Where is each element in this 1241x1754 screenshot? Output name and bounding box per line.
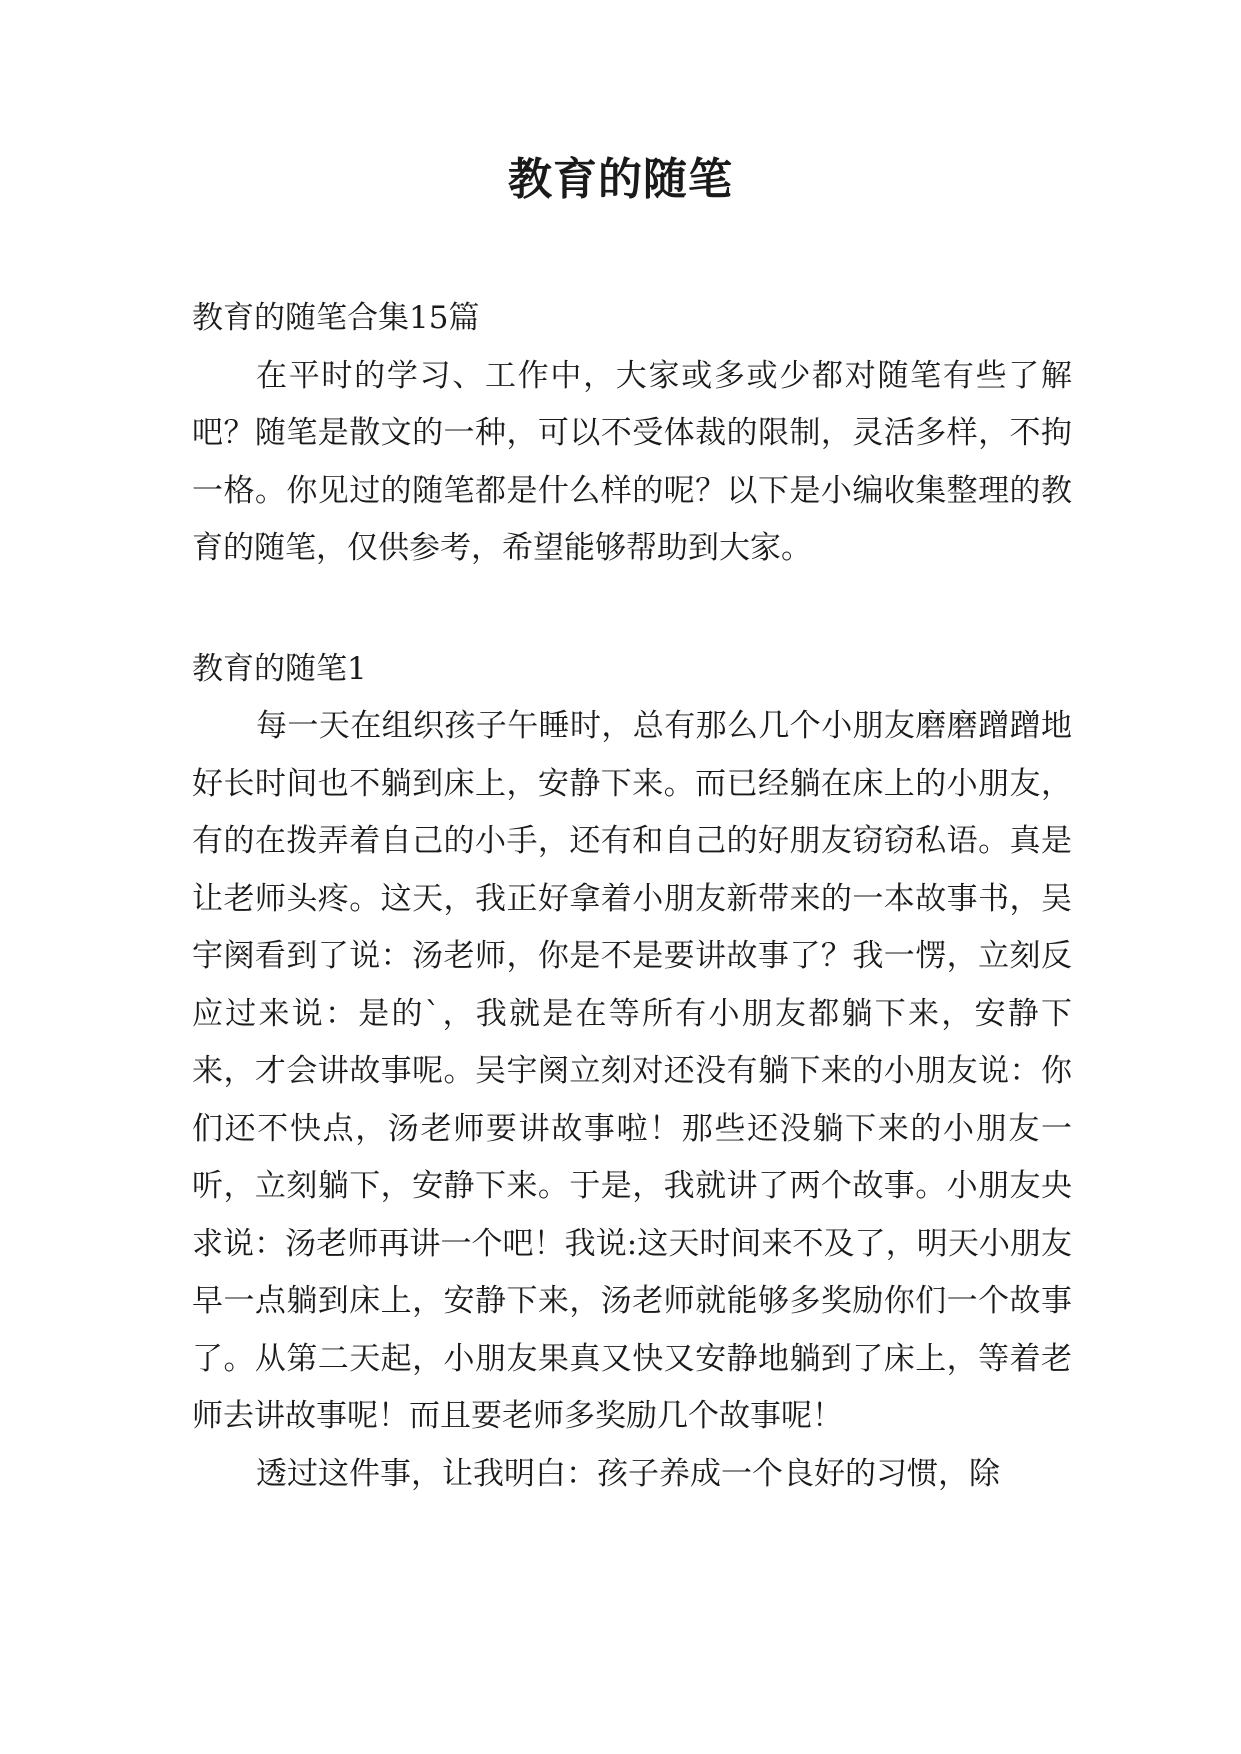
section-paragraph: 每一天在组织孩子午睡时，总有那么几个小朋友磨磨蹭蹭地好长时间也不躺到床上，安静下来。而已经躺在床上的小朋友，有的在拨弄着自己的小手，还有和自己的好朋友窃窃私语。真是让老师头疼。这天，我正好拿着小朋友新带来的一本故事书，吴宇阕看到了说：汤老师，你是不是要讲故事了？我一愣，立刻反应过来说：是的`，我就是在等所有小朋友都躺下来，安静下来，才会讲故事呢。吴宇阕立刻对还没有躺下来的小朋友说：你们还不快点，汤老师要讲故事啦！那些还没躺下来的小朋友一听，立刻躺下，安静下来。于是，我就讲了两个故事。小朋友央求说：汤老师再讲一个吧！我说:这天时间来不及了，明天小朋友早一点躺到床上，安静下来，汤老师就能够多奖励你们一个故事了。从第二天起，小朋友果真又快又安静地躺到了床上，等着老师去讲故事呢！而且要老师多奖励几个故事呢！ [192, 708, 1072, 1434]
document-body [192, 290, 1072, 1503]
document-title: 教育的随笔 [508, 154, 733, 205]
collection-heading: 教育的随笔合集15篇 [192, 300, 480, 336]
intro-paragraph: 在平时的学习、工作中，大家或多或少都对随笔有些了解吧？随笔是散文的一种，可以不受体裁的限制，灵活多样，不拘一格。你见过的随笔都是什么样的呢？以下是小编收集整理的教育的随笔，仅供参考，希望能够帮助到大家。 [192, 357, 1072, 566]
section-paragraph: 透过这件事，让我明白：孩子养成一个良好的习惯，除 [256, 1455, 1000, 1492]
section-heading: 教育的随笔1 [192, 650, 367, 687]
section-spacer [192, 578, 1072, 641]
